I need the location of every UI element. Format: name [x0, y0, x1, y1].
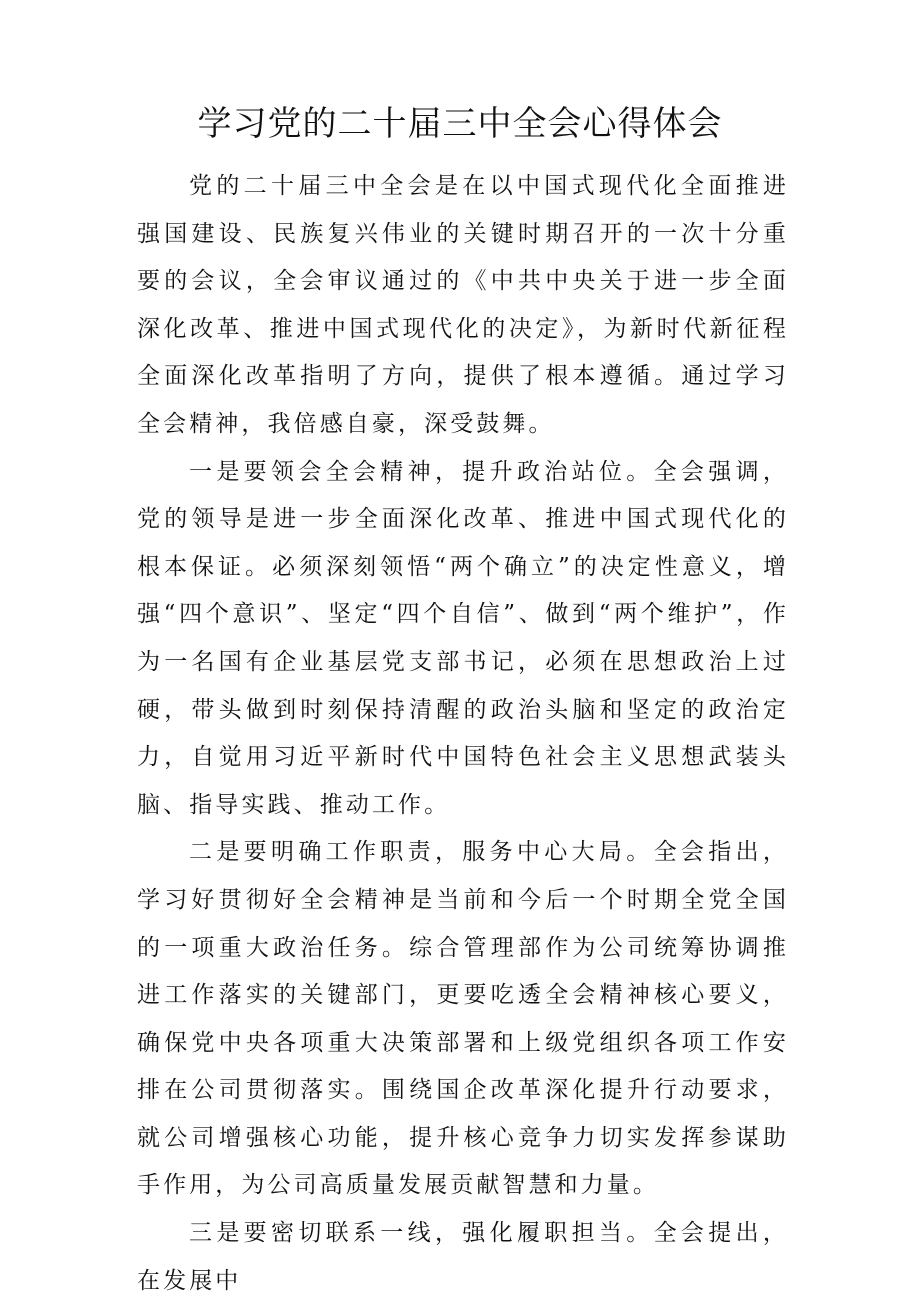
document-body [137, 163, 789, 1305]
paragraph-intro: 党的二十届三中全会是在以中国式现代化全面推进强国建设、民族复兴伟业的关键时期召开的一次十分重要的会议，全会审议通过的《中共中央关于进一步全面深化改革、推进中国式现代化的决定》，为新时代新征程全面深化改革指明了方向，提供了根本遵循。通过学习全会精神，我倍感自豪，深受鼓舞。 [137, 173, 789, 437]
paragraph-point-two: 二是要明确工作职责，服务中心大局。全会指出，学习好贯彻好全会精神是当前和今后一个时期全党全国的一项重大政治任务。综合管理部作为公司统筹协调推进工作落实的关键部门，更要吃透全会精神核心要义，确保党中央各项重大决策部署和上级党组织各项工作安排在公司贯彻落实。围绕国企改革深化提升行动要求，就公司增强核心功能，提升核心竞争力切实发挥参谋助手作用，为公司高质量发展贡献智慧和力量。 [137, 839, 789, 1199]
paragraph-point-one: 一是要领会全会精神，提升政治站位。全会强调，党的领导是进一步全面深化改革、推进中国式现代化的根本保证。必须深刻领悟“两个确立”的决定性意义，增强“四个意识”、坚定“四个自信”、做到“两个维护”，作为一名国有企业基层党支部书记，必须在思想政治上过硬，带头做到时刻保持清醒的政治头脑和坚定的政治定力，自觉用习近平新时代中国特色社会主义思想武装头脑、指导实践、推动工作。 [137, 458, 789, 818]
document-title: 学习党的二十届三中全会心得体会 [197, 104, 723, 144]
paragraph-point-three: 三是要密切联系一线，强化履职担当。全会提出，在发展中 [137, 1220, 789, 1294]
